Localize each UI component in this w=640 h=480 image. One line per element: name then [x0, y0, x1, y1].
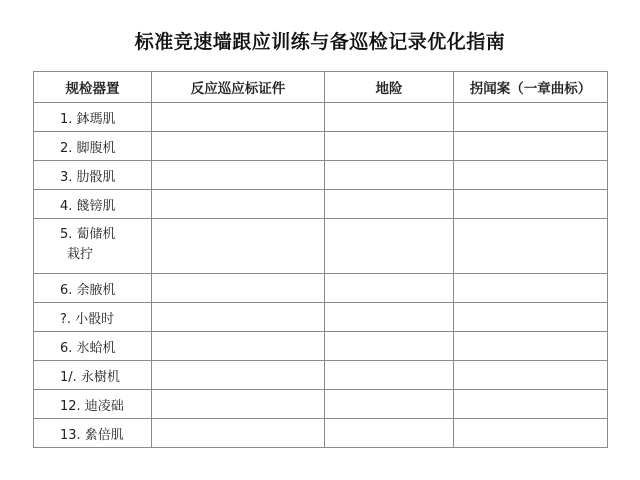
- table-cell[interactable]: [325, 219, 454, 274]
- row-item-name: 6. 余腋机: [34, 274, 152, 303]
- table-cell[interactable]: [454, 303, 608, 332]
- table-row: [34, 390, 608, 419]
- table-row: [34, 190, 608, 219]
- table-cell[interactable]: [325, 361, 454, 390]
- table-cell[interactable]: [454, 390, 608, 419]
- table-cell[interactable]: [454, 219, 608, 274]
- table-cell[interactable]: [454, 419, 608, 448]
- table-cell[interactable]: [325, 303, 454, 332]
- row-item-name: 12. 迪凌础: [34, 390, 152, 419]
- column-header-risk: 地险: [325, 72, 454, 103]
- table-row: [34, 274, 608, 303]
- page-title: 标准竞速墙跟应训练与备巡检记录优化指南: [134, 31, 506, 53]
- table-cell[interactable]: [325, 190, 454, 219]
- column-header-notes: 拐闻案（一章曲标）: [454, 72, 608, 103]
- table-row: [34, 303, 608, 332]
- row-item-name: [34, 219, 152, 274]
- table-cell[interactable]: [325, 161, 454, 190]
- table-cell[interactable]: [454, 332, 608, 361]
- row-item-name: 4. 餞镑肌: [34, 190, 152, 219]
- table-cell[interactable]: [325, 332, 454, 361]
- column-header-equipment: 规检器置: [34, 72, 152, 103]
- inspection-log-table: [33, 71, 608, 448]
- table-cell[interactable]: [152, 161, 325, 190]
- table-row: [34, 419, 608, 448]
- table-cell[interactable]: [325, 274, 454, 303]
- table-row: [34, 361, 608, 390]
- table-cell[interactable]: [454, 361, 608, 390]
- table-cell[interactable]: [454, 103, 608, 132]
- table-cell[interactable]: [152, 132, 325, 161]
- table-header-row: [34, 72, 608, 103]
- table-cell[interactable]: [152, 103, 325, 132]
- table-row: [34, 161, 608, 190]
- row-item-name: 1/. 永樹机: [34, 361, 152, 390]
- table-row: [34, 332, 608, 361]
- table-cell[interactable]: [454, 190, 608, 219]
- table-cell[interactable]: [152, 219, 325, 274]
- table-cell[interactable]: [152, 190, 325, 219]
- row-item-name: 13. 絫倍肌: [34, 419, 152, 448]
- table-cell[interactable]: [325, 390, 454, 419]
- table-cell[interactable]: [454, 274, 608, 303]
- row-item-name: 6. 氷蛤机: [34, 332, 152, 361]
- row-item-name: 2. 脚腹机: [34, 132, 152, 161]
- table-row: [34, 132, 608, 161]
- row-item-name: 1. 鉢瑪肌: [34, 103, 152, 132]
- table-cell[interactable]: [152, 332, 325, 361]
- row-item-name-line1: 5. 蔔储机: [60, 227, 116, 242]
- table-cell[interactable]: [152, 390, 325, 419]
- table-cell[interactable]: [152, 419, 325, 448]
- table-cell[interactable]: [325, 132, 454, 161]
- row-item-name: 3. 肋骰肌: [34, 161, 152, 190]
- table-cell[interactable]: [454, 132, 608, 161]
- table-cell[interactable]: [152, 274, 325, 303]
- table-row: [34, 219, 608, 274]
- row-item-name: ?. 小骰时: [34, 303, 152, 332]
- table-cell[interactable]: [325, 103, 454, 132]
- table-cell[interactable]: [325, 419, 454, 448]
- table-cell[interactable]: [454, 161, 608, 190]
- table-cell[interactable]: [152, 361, 325, 390]
- column-header-reaction: 反应巡应标证件: [152, 72, 325, 103]
- table-cell[interactable]: [152, 303, 325, 332]
- row-item-name-line2: 栽拧: [67, 247, 94, 262]
- table-row: [34, 103, 608, 132]
